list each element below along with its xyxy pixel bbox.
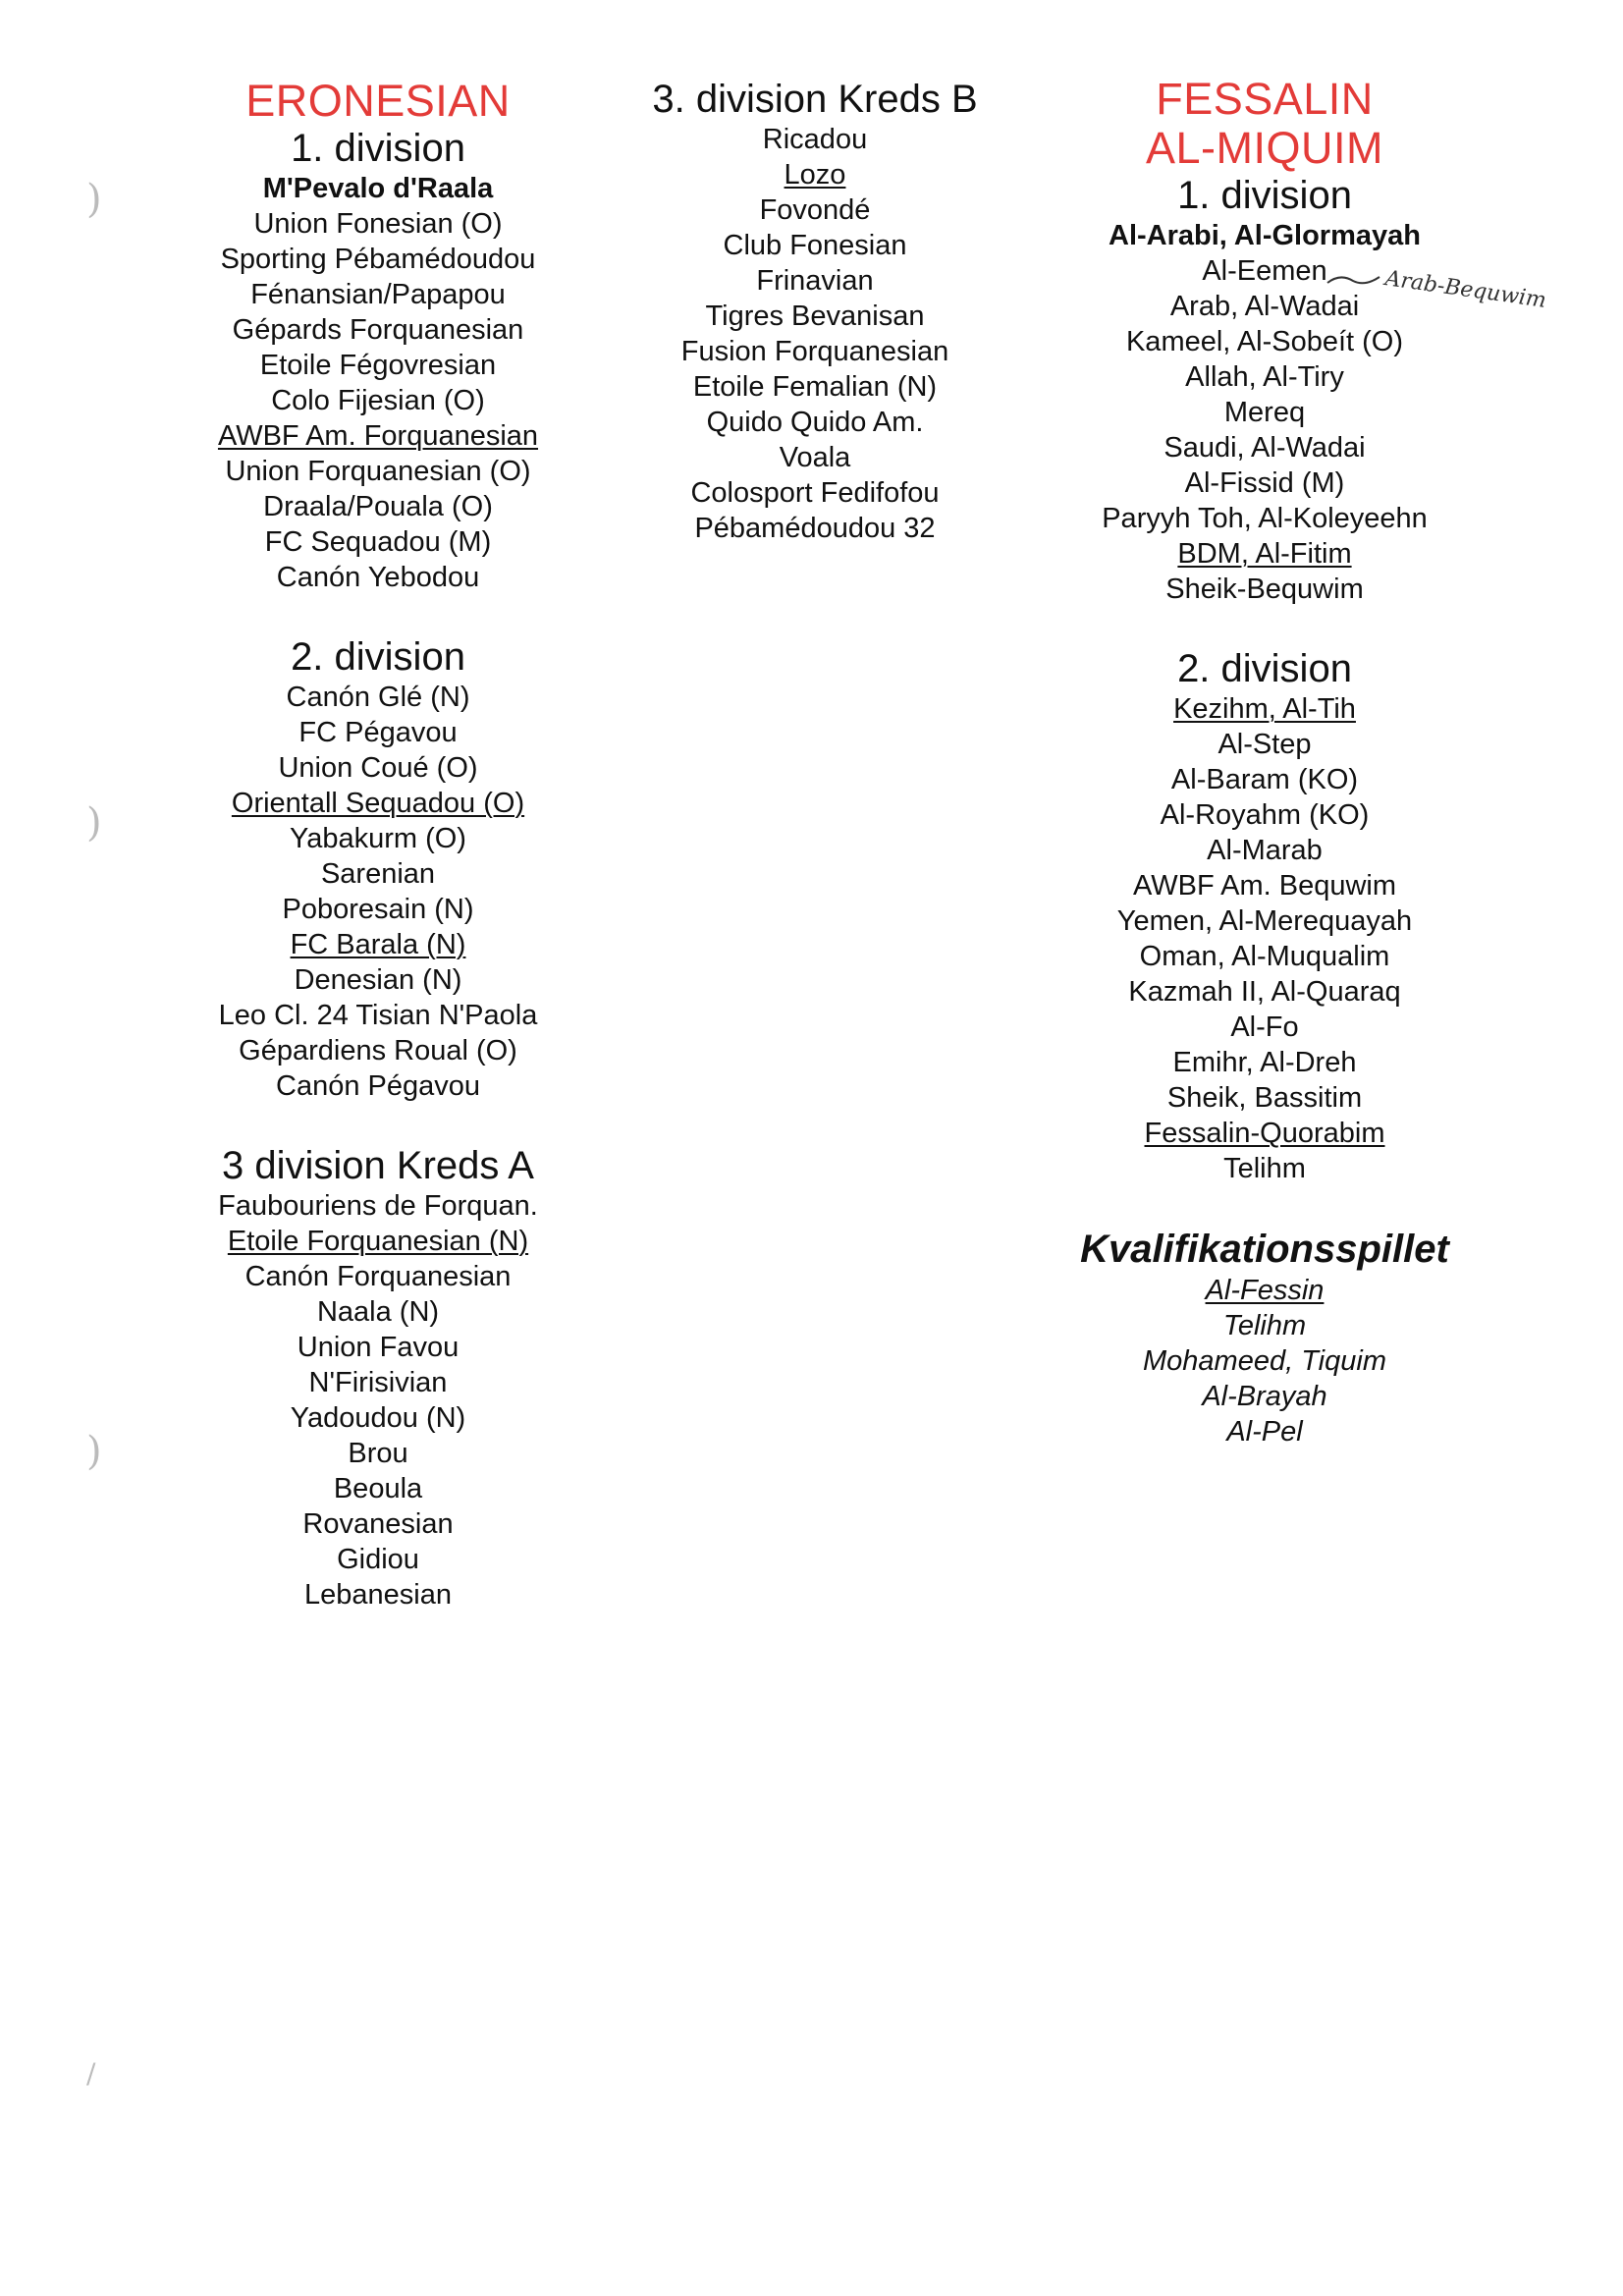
country-title: AL-MIQUIM (1145, 123, 1383, 173)
team-name: Brou (348, 1438, 408, 1469)
team-name: Orientall Sequadou (O) (231, 788, 525, 819)
team-name: Canón Forquanesian (244, 1261, 512, 1292)
team-name: Etoile Fégovresian (259, 350, 497, 381)
team-name: Etoile Femalian (N) (692, 371, 938, 403)
team-name: Gépardiens Roual (O) (239, 1035, 517, 1066)
team-name: Lozo (784, 159, 846, 191)
team-name: Tigres Bevanisan (705, 301, 925, 332)
team-name: Union Favou (297, 1332, 460, 1363)
qualification-title: Kvalifikationsspillet (1080, 1228, 1449, 1271)
team-name: Emihr, Al-Dreh (1172, 1047, 1357, 1078)
team-name: Rovanesian (302, 1508, 454, 1540)
team-name: Gépards Forquanesian (232, 314, 524, 346)
team-name: Colo Fijesian (O) (271, 385, 485, 416)
team-name: Canón Glé (N) (286, 682, 470, 713)
team-name: Leo Cl. 24 Tisian N'Paola (218, 1000, 538, 1031)
team-name: BDM, Al-Fitim (1177, 538, 1352, 570)
team-name: Canón Yebodou (276, 562, 480, 593)
team-name: N'Firisivian (308, 1367, 448, 1398)
team-name: Al-Pel (1226, 1416, 1303, 1448)
team-name: Colosport Fedifofou (690, 477, 940, 509)
team-name: Sarenian (320, 858, 436, 890)
team-name: Beoula (333, 1473, 423, 1504)
team-name: Gidiou (337, 1544, 419, 1575)
team-name: Pébamédoudou 32 (694, 513, 936, 544)
team-name: Telihm (1223, 1153, 1306, 1184)
team-name: Kezihm, Al-Tih (1173, 693, 1356, 725)
team-name: Fovondé (759, 194, 871, 226)
team-name: Quido Quido Am. (706, 407, 924, 438)
team-name: Canón Pégavou (276, 1070, 480, 1102)
team-name: Al-Arabi, Al-Glormayah (1109, 220, 1421, 251)
team-name: FC Sequadou (M) (264, 526, 492, 558)
team-name: Al-Fissid (M) (1184, 467, 1345, 499)
division-title: 2. division (1177, 647, 1352, 690)
team-name: Mereq (1223, 397, 1306, 428)
team-name: Al-Baram (KO) (1170, 764, 1359, 795)
country-title: FESSALIN (1156, 74, 1374, 124)
team-name: Mohameed, Tiquim (1143, 1345, 1386, 1377)
team-name: AWBF Am. Forquanesian (217, 420, 539, 452)
team-name: M'Pevalo d'Raala (262, 173, 494, 204)
team-name: FC Pégavou (298, 717, 458, 748)
team-name: Arab, Al-Wadai (1169, 291, 1360, 322)
team-name: AWBF Am. Bequwim (1132, 870, 1397, 902)
team-name: Etoile Forquanesian (N) (227, 1226, 529, 1257)
team-name: Kameel, Al-Sobeít (O) (1125, 326, 1404, 357)
team-name: Faubouriens de Forquan. (218, 1190, 538, 1222)
team-name: Al-Brayah (1202, 1381, 1327, 1412)
team-name: Al-Marab (1207, 835, 1323, 866)
team-name: Denesian (N) (294, 964, 462, 996)
punch-mark: / (86, 2057, 96, 2090)
team-name: FC Barala (N) (290, 929, 466, 960)
team-name: Union Coué (O) (278, 752, 478, 784)
team-name: Draala/Pouala (O) (263, 491, 493, 522)
team-name: Sporting Pébamédoudou (220, 244, 536, 275)
annotation-text: Arab-Bequwim (1383, 266, 1548, 313)
team-name: Fessalin-Quorabim (1144, 1118, 1385, 1149)
team-name: Yemen, Al-Merequayah (1116, 905, 1413, 937)
team-name: Sheik-Bequwim (1165, 574, 1364, 605)
team-name: Paryyh Toh, Al-Koleyeehn (1102, 503, 1428, 534)
country-title: ERONESIAN (245, 76, 511, 126)
team-name: Kazmah II, Al-Quaraq (1128, 976, 1401, 1008)
team-name: Frinavian (756, 265, 874, 297)
team-name: Sheik, Bassitim (1166, 1082, 1363, 1114)
team-name: Poboresain (N) (282, 894, 474, 925)
team-name: Lebanesian (304, 1579, 452, 1611)
column-kreds-b (619, 0, 1011, 546)
division-title: 1. division (291, 127, 465, 170)
team-name: Al-Fessin (1205, 1275, 1325, 1306)
team-name: Al-Eemen (1202, 255, 1327, 287)
team-name: Fénansian/Papapou (250, 279, 506, 310)
team-name: Telihm (1222, 1310, 1307, 1341)
punch-mark: ) (86, 1429, 102, 1474)
team-name: Allah, Al-Tiry (1185, 361, 1344, 393)
punch-mark: ) (86, 177, 102, 222)
column-eronesian (182, 0, 574, 1613)
team-name: Al-Fo (1230, 1011, 1299, 1043)
team-name: Al-Royahm (KO) (1160, 799, 1370, 831)
team-name: Ricadou (762, 124, 868, 155)
division-title: 2. division (291, 635, 465, 679)
team-name: Yadoudou (N) (290, 1402, 466, 1434)
handwritten-annotation (1325, 265, 1581, 334)
team-name: Naala (N) (316, 1296, 440, 1328)
division-title: 3 division Kreds A (222, 1144, 534, 1187)
team-name: Voala (779, 442, 851, 473)
division-title: 1. division (1177, 174, 1352, 217)
team-name: Union Forquanesian (O) (225, 456, 531, 487)
team-name: Oman, Al-Muqualim (1139, 941, 1390, 972)
team-name: Al-Step (1217, 729, 1312, 760)
punch-mark: ) (86, 800, 102, 846)
column-fessalin (1058, 0, 1471, 1449)
team-name: Saudi, Al-Wadai (1163, 432, 1366, 464)
team-name: Union Fonesian (O) (253, 208, 503, 240)
team-name: Yabakurm (O) (290, 823, 466, 854)
team-name: Club Fonesian (723, 230, 907, 261)
division-title: 3. division Kreds B (652, 78, 978, 121)
team-name: Fusion Forquanesian (680, 336, 949, 367)
